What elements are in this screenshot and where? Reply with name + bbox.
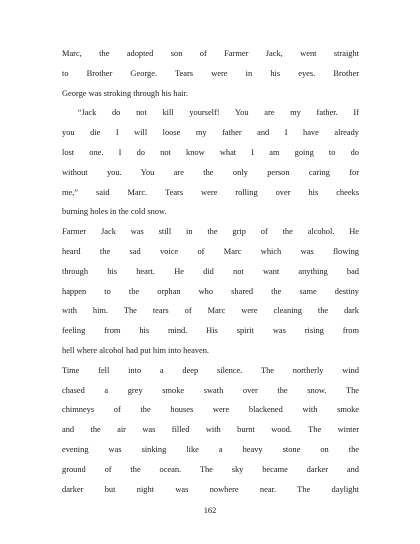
text-line: lost one. I do not know what I am going to do bbox=[62, 147, 359, 157]
text-line: happen to the orphan who shared the same destiny bbox=[62, 286, 359, 296]
body-text bbox=[62, 44, 359, 499]
text-line: chased a grey smoke swath over the snow. The bbox=[62, 385, 359, 395]
text-line: evening was sinking like a heavy stone on the bbox=[62, 444, 359, 454]
text-line: ground of the ocean. The sky became darker and bbox=[62, 464, 359, 474]
text-line: darker but night was nowhere near. The daylight bbox=[62, 484, 359, 494]
text-line: you die I will loose my father and I have already bbox=[62, 128, 359, 138]
text-line: George was stroking through his hair. bbox=[62, 88, 188, 98]
page-number: 162 bbox=[203, 506, 217, 515]
text-line: hell where alcohol had put him into heaven. bbox=[62, 345, 209, 355]
paragraph-2 bbox=[62, 103, 359, 222]
text-line: “Jack do not kill yourself! You are my father. If bbox=[62, 108, 359, 118]
text-line: heard the sad voice of Marc which was flowing bbox=[62, 246, 359, 256]
text-line: me,” said Marc. Tears were rolling over his cheeks bbox=[62, 187, 359, 197]
text-line: without you. You are the only person caring for bbox=[62, 167, 359, 177]
text-line: Marc, the adopted son of Farmer Jack, went straight bbox=[62, 49, 359, 58]
paragraph-3 bbox=[62, 222, 359, 361]
text-line: and the air was filled with burnt wood. The winter bbox=[62, 425, 359, 435]
text-line: through his heart. He did not want anything bad bbox=[62, 266, 359, 276]
text-line: feeling from his mind. His spirit was rising from bbox=[62, 326, 359, 336]
text-line: Farmer Jack was still in the grip of the alcohol. He bbox=[62, 227, 359, 237]
text-line: to Brother George. Tears were in his eyes. Brother bbox=[62, 68, 359, 78]
text-line: Time fell into a deep silence. The northerly wind bbox=[62, 365, 359, 375]
paragraph-1 bbox=[62, 44, 359, 103]
paragraph-4 bbox=[62, 361, 359, 500]
text-line: chimneys of the houses were blackened with smoke bbox=[62, 405, 359, 415]
text-line: with him. The tears of Marc were cleaning the dark bbox=[62, 306, 359, 316]
text-line: burning holes in the cold snow. bbox=[62, 207, 167, 217]
